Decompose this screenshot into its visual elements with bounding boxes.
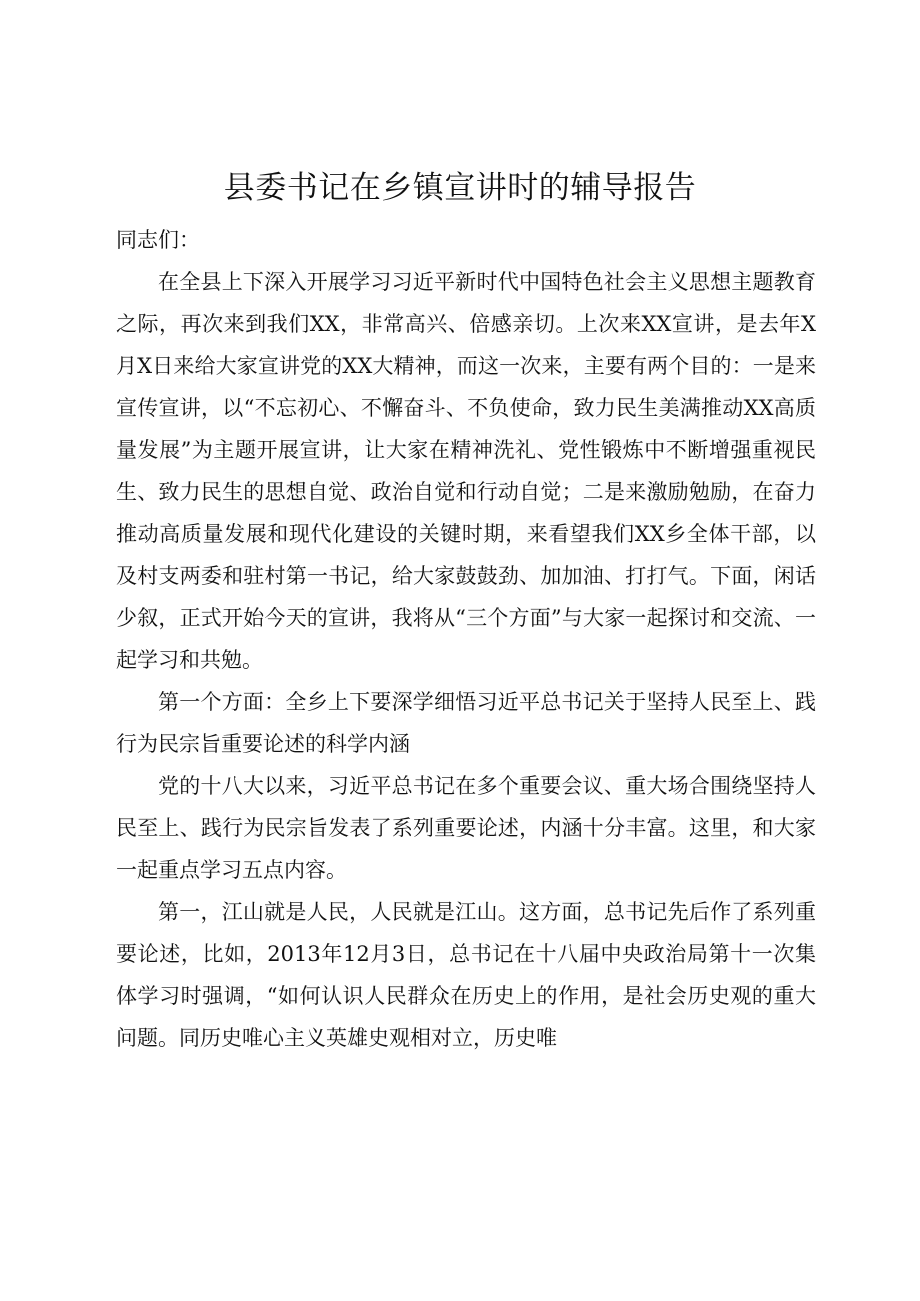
document-body	[116, 219, 816, 1059]
salutation: 同志们：	[116, 228, 200, 252]
paragraph-section-intro: 党的十八大以来，习近平总书记在多个重要会议、重大场合围绕坚持人民至上、践行为民宗旨发表了系列重要论述，内涵十分丰富。这里，和大家一起重点学习五点内容。	[116, 774, 816, 882]
section-heading-first-aspect: 第一个方面：全乡上下要深学细悟习近平总书记关于坚持人民至上、践行为民宗旨重要论述的科学内涵	[116, 690, 816, 756]
document-title: 县委书记在乡镇宣讲时的辅导报告	[223, 170, 697, 206]
paragraph-intro: 在全县上下深入开展学习习近平新时代中国特色社会主义思想主题教育之际，再次来到我们XX，非常高兴、倍感亲切。上次来XX宣讲，是去年X月X日来给大家宣讲党的XX大精神，而这一次来，主要有两个目的：一是来宣传宣讲，以“不忘初心、不懈奋斗、不负使命，致力民生美满推动XX高质量发展”为主题开展宣讲，让大家在精神洗礼、党性锻炼中不断增强重视民生、致力民生的思想自觉、政治自觉和行动自觉；二是来激励勉励，在奋力推动高质量发展和现代化建设的关键时期，来看望我们XX乡全体干部，以及村支两委和驻村第一书记，给大家鼓鼓劲、加加油、打打气。下面，闲话少叙，正式开始今天的宣讲，我将从“三个方面”与大家一起探讨和交流、一起学习和共勉。	[116, 270, 816, 672]
paragraph-point-one: 第一，江山就是人民，人民就是江山。这方面，总书记先后作了系列重要论述，比如，2013年12月3日，总书记在十八届中央政治局第十一次集体学习时强调，“如何认识人民群众在历史上的作用，是社会历史观的重大问题。同历史唯心主义英雄史观相对立，历史唯	[116, 900, 816, 1050]
